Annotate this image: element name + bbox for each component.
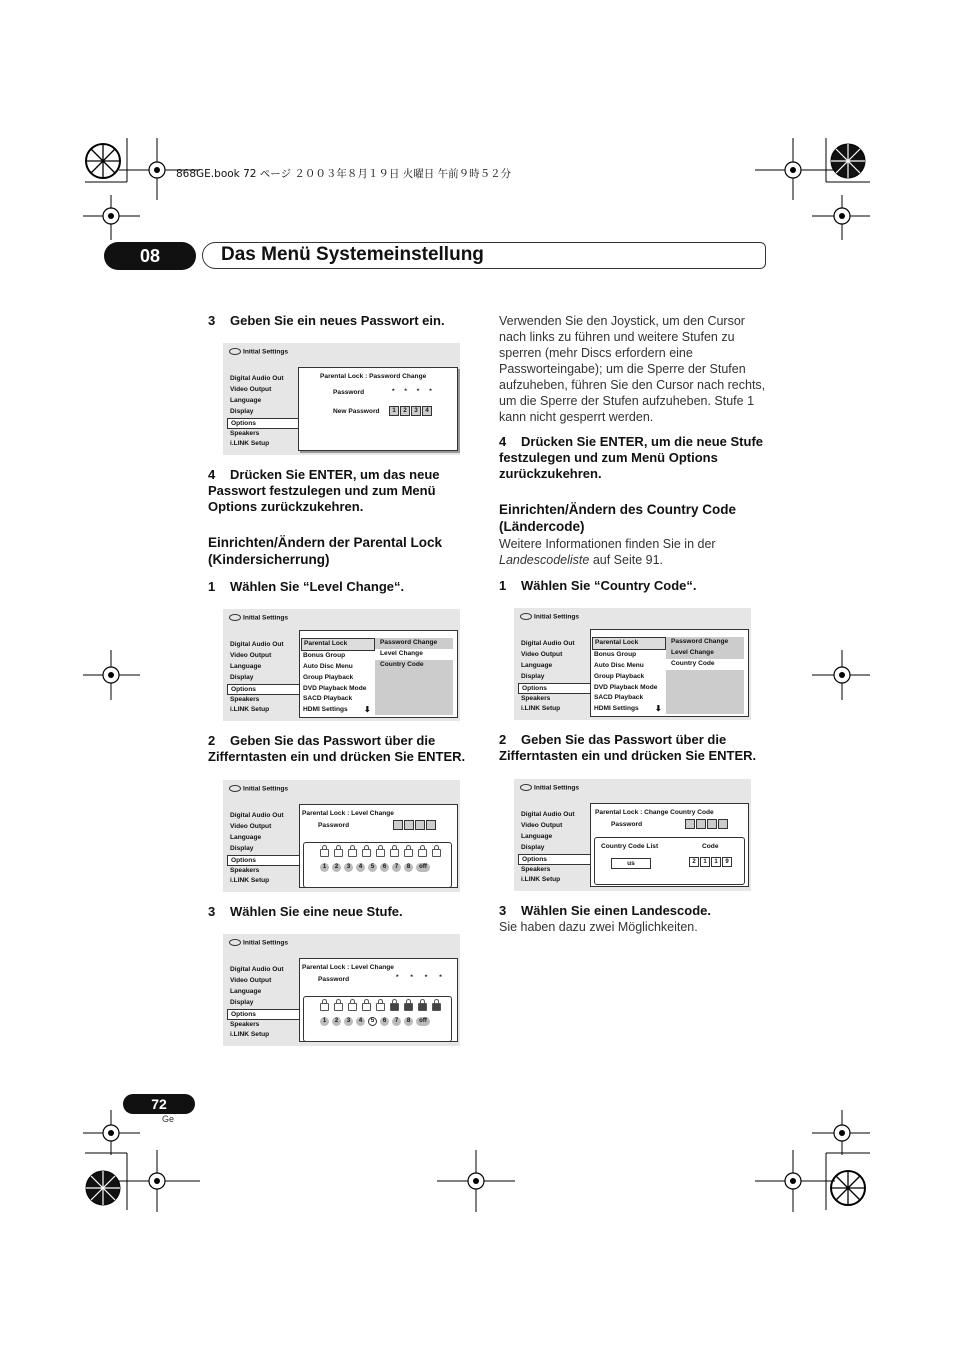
- left-step2: 2 Geben Sie das Passwort über die Zifferntasten ein und drücken Sie ENTER.: [208, 733, 466, 764]
- page-lang: Ge: [162, 1114, 175, 1124]
- left-step1: 1 Wählen Sie “Level Change“.: [208, 579, 405, 594]
- disc-icon: [520, 784, 532, 791]
- right-info: Weitere Informationen finden Sie in der Landescodeliste auf Seite 91.: [499, 537, 716, 567]
- page-number: 72: [123, 1094, 195, 1114]
- disc-icon: [229, 614, 241, 621]
- chapter-title-frame: [202, 242, 766, 269]
- screen-level-change-menu: Initial Settings Digital Audio Out Video Output Language Display Options Speakers i.LINK Setup Parental Lock Bonus Group Auto Disc Menu Group Playback DVD Playback Mode SACD Playback HDMI Settings Password Change Level Change Country Code ⬇: [223, 609, 460, 721]
- screen-password-change: Initial Settings Digital Audio Out Video Output Language Display Options Speakers i.LINK Setup Parental Lock : Password Change Password * * * * New Password 1 2 3 4: [223, 343, 460, 455]
- disc-icon: [520, 613, 532, 620]
- screen-level-change-password: Initial Settings Digital Audio Out Video Output Language Display Options Speakers i.LINK Setup Parental Lock : Level Change Password 1 2 3 4 5 6 7 8 off: [223, 780, 460, 892]
- left-step3b: 3 Wählen Sie eine neue Stufe.: [208, 904, 403, 919]
- left-step3: 3 Geben Sie ein neues Passwort ein.: [208, 313, 445, 328]
- arrow-down-icon: ⬇: [364, 705, 371, 714]
- left-heading-parental-lock: Einrichten/Ändern der Parental Lock (Kindersicherrung): [208, 535, 443, 567]
- screen-level-change-new: Initial Settings Digital Audio Out Video Output Language Display Options Speakers i.LINK Setup Parental Lock : Level Change Password * * * * 1 2 3 4 5 6 7 8 off: [223, 934, 460, 1046]
- disc-icon: [229, 785, 241, 792]
- right-step1: 1 Wählen Sie “Country Code“.: [499, 578, 697, 593]
- chapter-title: Das Menü Systemeinstellung: [221, 244, 484, 265]
- disc-icon: [229, 939, 241, 946]
- right-step4: 4 Drücken Sie ENTER, um die neue Stufe festzulegen und zum Menü Options zurückzukehren.: [499, 434, 763, 481]
- right-step3-body: Sie haben dazu zwei Möglichkeiten.: [499, 920, 698, 934]
- arrow-down-icon: ⬇: [655, 704, 662, 713]
- right-heading-country-code: Einrichten/Ändern des Country Code (Ländercode): [499, 502, 737, 534]
- screen-change-country-code: Initial Settings Digital Audio Out Video Output Language Display Options Speakers i.LINK Setup Parental Lock : Change Country Code Password Country Code List Code us 2 1 1 9: [514, 779, 751, 891]
- chapter-number-badge: 08: [104, 242, 196, 270]
- screen-country-code-menu: Initial Settings Digital Audio Out Video Output Language Display Options Speakers i.LINK Setup Parental Lock Bonus Group Auto Disc Menu Group Playback DVD Playback Mode SACD Playback HDMI Settings Password Change Level Change Country Code ⬇: [514, 608, 751, 720]
- right-step3: 3 Wählen Sie einen Landescode.: [499, 903, 711, 918]
- right-step2: 2 Geben Sie das Passwort über die Zifferntasten ein und drücken Sie ENTER.: [499, 732, 757, 763]
- right-intro: Verwenden Sie den Joystick, um den Cursor nach links zu führen und weitere Stufen zu sperren (mehr Discs erfordern eine Passworteingabe); um die Sperre der Stufen aufzuheben, führen Sie den Cursor nach rechts, um die Sperre der Stufen aufzuheben. Stufe 1 kann nicht gesperrt werden.: [499, 314, 766, 424]
- disc-icon: [229, 348, 241, 355]
- print-header: 868GE.book 72 ページ ２００３年８月１９日 火曜日 午前９時５２分: [176, 168, 512, 180]
- left-step4: 4 Drücken Sie ENTER, um das neue Passwort festzulegen und zum Menü Options zurückzukehren.: [208, 467, 440, 514]
